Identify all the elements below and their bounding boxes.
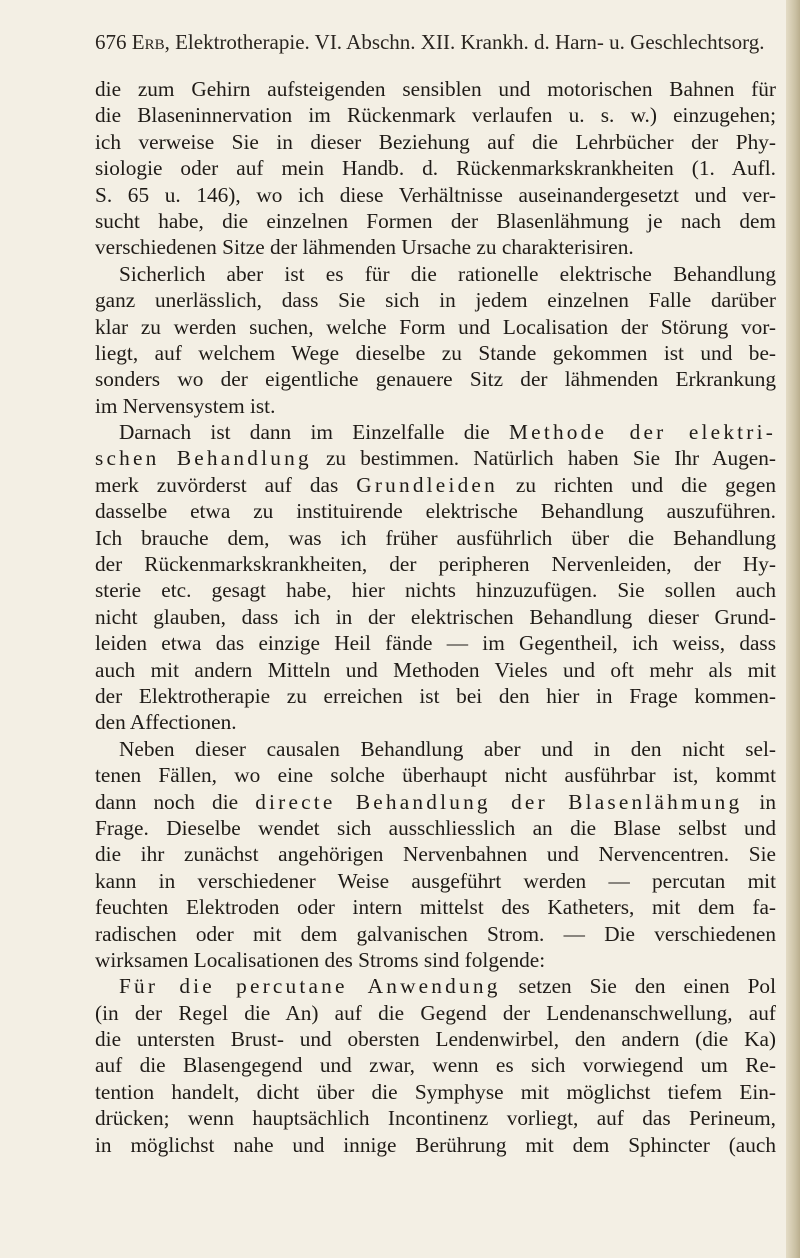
body-text <box>95 76 776 1158</box>
text-segment: setzen Sie den einen Pol <box>500 974 776 999</box>
text-line: S. 65 u. 146), wo ich diese Verhältnisse auseinandergesetzt und ver- <box>95 182 776 207</box>
text-line: sucht habe, die einzelnen Formen der Blasenlähmung je nach dem <box>95 208 776 233</box>
page-edge <box>786 0 800 1258</box>
text-line: verschiedenen Sitze der lähmenden Ursache zu charakterisiren. <box>95 235 634 260</box>
text-line: siologie oder auf mein Handb. d. Rückenmarkskrankheiten (1. Aufl. <box>95 156 776 181</box>
text-line: die untersten Brust- und obersten Lendenwirbel, den andern (die Ka) <box>95 1027 776 1052</box>
emphasized-text: schen Behandlung <box>95 446 312 471</box>
text-line: wirksamen Localisationen des Stroms sind folgende: <box>95 947 546 972</box>
text-segment: in <box>742 789 776 814</box>
text-line: der Rückenmarkskrankheiten, der peripheren Nervenleiden, der Hy- <box>95 552 776 577</box>
text-line: den Affectionen. <box>95 710 237 735</box>
text-line <box>95 789 776 815</box>
text-line: klar zu werden suchen, welche Form und Localisation der Störung vor- <box>95 314 776 339</box>
emphasized-text: Methode der elektri- <box>509 420 776 445</box>
text-line: nicht glauben, dass ich in der elektrischen Behandlung dieser Grund- <box>95 604 776 629</box>
text-segment: merk zuvörderst auf das <box>95 472 357 497</box>
text-line: sterie etc. gesagt habe, hier nichts hinzuzufügen. Sie sollen auch <box>95 578 776 603</box>
text-segment: zu bestimmen. Natürlich haben Sie Ihr Augen- <box>311 446 776 471</box>
text-line: sonders wo der eigentliche genauere Sitz der lähmenden Erkrankung <box>95 367 776 392</box>
text-segment: dann noch die <box>95 789 256 814</box>
text-line <box>95 472 776 498</box>
author-name: Erb, <box>131 30 170 54</box>
text-line: Ich brauche dem, was ich früher ausführlich über die Behandlung <box>95 525 776 550</box>
emphasized-text: Grundleiden <box>356 472 498 497</box>
text-line: feuchten Elektroden oder intern mittelst des Katheters, mit dem fa- <box>95 895 776 920</box>
text-line <box>95 973 776 999</box>
text-line <box>95 419 776 445</box>
running-title: Elektrotherapie. VI. Abschn. XII. Krankh. d. Harn- u. Geschlechtsorg. <box>175 30 765 54</box>
text-line: auf die Blasengegend und zwar, wenn es sich vorwiegend um Re- <box>95 1053 776 1078</box>
text-line: Neben dieser causalen Behandlung aber und in den nicht sel- <box>119 736 776 761</box>
text-line: liegt, auf welchem Wege dieselbe zu Stande gekommen ist und be- <box>95 340 776 365</box>
emphasized-text: Für die percutane Anwendung <box>119 974 501 999</box>
text-line: dasselbe etwa zu instituirende elektrische Behandlung auszuführen. <box>95 499 776 524</box>
text-line: auch mit andern Mitteln und Methoden Vieles und oft mehr als mit <box>95 657 776 682</box>
text-line: in möglichst nahe und innige Berührung mit dem Sphincter (auch <box>95 1132 776 1157</box>
text-line: tenen Fällen, wo eine solche überhaupt nicht ausführbar ist, kommt <box>95 763 776 788</box>
text-line: drücken; wenn hauptsächlich Incontinenz vorliegt, auf das Perineum, <box>95 1106 776 1131</box>
text-line: ich verweise Sie in dieser Beziehung auf die Lehrbücher der Phy- <box>95 129 776 154</box>
running-head <box>95 30 775 55</box>
text-line: Sicherlich aber ist es für die rationelle elektrische Behandlung <box>119 261 776 286</box>
text-line: kann in verschiedener Weise ausgeführt werden — percutan mit <box>95 868 776 893</box>
text-line: (in der Regel die An) auf die Gegend der Lendenanschwellung, auf <box>95 1000 776 1025</box>
text-line: ganz unerlässlich, dass Sie sich in jedem einzelnen Falle darüber <box>95 288 776 313</box>
page-number: 676 <box>95 30 127 54</box>
text-line: die ihr zunächst angehörigen Nervenbahnen und Nervencentren. Sie <box>95 842 776 867</box>
text-line: im Nervensystem ist. <box>95 393 276 418</box>
text-line: die Blaseninnervation im Rückenmark verlaufen u. s. w.) einzugehen; <box>95 103 776 128</box>
text-line: der Elektrotherapie zu erreichen ist bei den hier in Frage kommen- <box>95 683 776 708</box>
text-line: die zum Gehirn aufsteigenden sensiblen und motorischen Bahnen für <box>95 77 776 101</box>
text-line <box>95 445 776 471</box>
emphasized-text: directe Behandlung der Blasenlähmung <box>255 789 743 814</box>
text-line: radischen oder mit dem galvanischen Strom. — Die verschiedenen <box>95 921 776 946</box>
text-line: leiden etwa das einzige Heil fände — im Gegentheil, ich weiss, dass <box>95 631 776 656</box>
text-line: tention handelt, dicht über die Symphyse mit möglichst tiefem Ein- <box>95 1079 776 1104</box>
text-line: Frage. Dieselbe wendet sich ausschliesslich an die Blase selbst und <box>95 815 776 840</box>
text-segment: zu richten und die gegen <box>497 472 776 497</box>
text-segment: Darnach ist dann im Einzelfalle die <box>119 420 510 445</box>
